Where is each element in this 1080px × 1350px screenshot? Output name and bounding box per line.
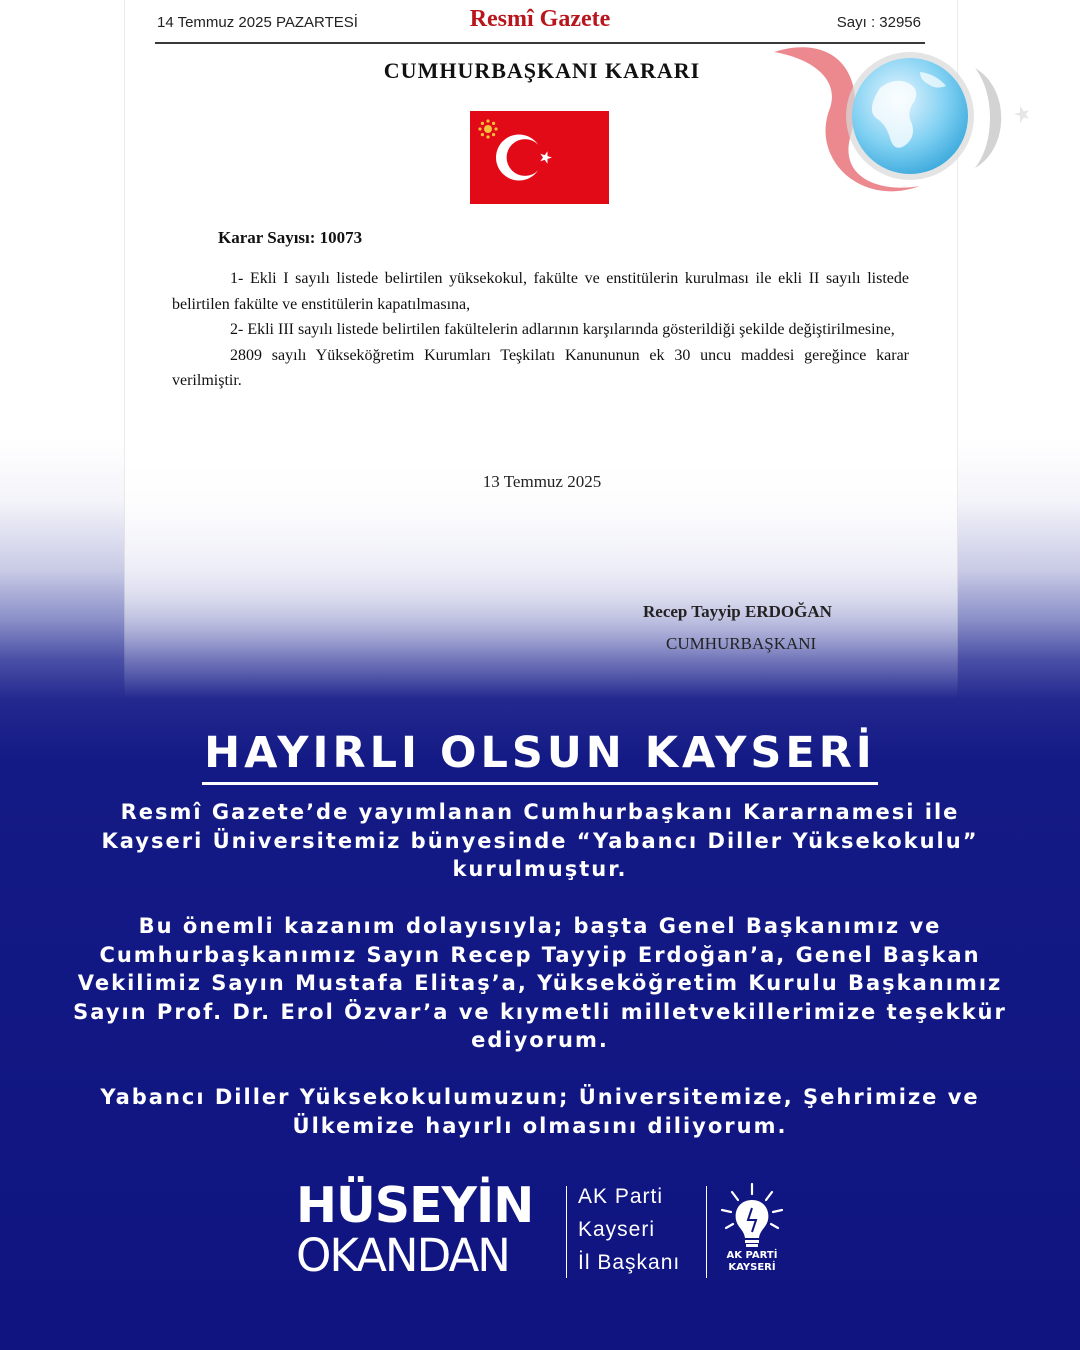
decision-paragraph: 2809 sayılı Yükseköğretim Kurumları Teşkilatı Kanununun ek 30 uncu maddesi gereğince karar verilmiştir. [172,346,909,389]
signature-name [296,1177,534,1282]
divider [566,1186,567,1278]
signature-role [578,1180,680,1279]
announcement-text [70,798,1010,1140]
headline [0,728,1080,785]
gazette-brand: Resmî Gazete [469,6,611,32]
announcement-paragraph: Resmî Gazete’de yayımlanan Cumhurbaşkanı Kararnamesi ile Kayseri Üniversitemiz bünyesinde “Yabancı Diller Yüksekokulu” kurulmuştur. [101,800,979,881]
decision-paragraph: 2- Ekli III sayılı listede belirtilen fakültelerin adlarının karşılarında gösterildiği şekilde değiştirilmesine, [230,321,895,338]
role-line: Kayseri [578,1218,656,1241]
turkish-flag-icon [470,111,609,204]
headline-text: HAYIRLI OLSUN KAYSERİ [202,728,878,785]
role-line: AK Parti [578,1185,664,1208]
role-line: İl Başkanı [578,1251,681,1274]
decision-paragraph: 1- Ekli I sayılı listede belirtilen yüksekokul, fakülte ve enstitülerin kurulması ile ekli II sayılı listede belirtilen fakülte ve enstitülerin kapatılmasına, [172,270,909,313]
decision-body [172,266,909,394]
gazette-date: 14 Temmuz 2025 PAZARTESİ [157,14,358,31]
announcement-paragraph: Yabancı Diller Yüksekokulumuzun; Üniversitemize, Şehrimize ve Ülkemize hayırlı olmasını diliyorum. [100,1085,980,1138]
gazette-issue-number: Sayı : 32956 [836,14,921,31]
decision-number: Karar Sayısı: 10073 [218,228,363,247]
party-line: AK PARTİ [726,1250,778,1261]
decision-title: CUMHURBAŞKANI KARARI [383,58,701,83]
party-name [716,1250,788,1274]
party-line: KAYSERİ [728,1262,776,1273]
sign-date: 13 Temmuz 2025 [482,472,602,491]
globe-crescent-icon [770,38,1040,198]
signer-title: CUMHURBAŞKANI [666,634,817,653]
signature-first-name: HÜSEYİN [296,1177,534,1234]
divider [706,1186,707,1278]
signature-last-name: OKANDAN [296,1229,509,1282]
signer-name: Recep Tayyip ERDOĞAN [643,602,832,621]
announcement-paragraph: Bu önemli kazanım dolayısıyla; başta Genel Başkanımız ve Cumhurbaşkanımız Sayın Recep Tayyip Erdoğan’a, Genel Başkan Vekilimiz Sayın Mustafa Elitaş’a, Yükseköğretim Kurulu Başkanımız Sayın Prof. Dr. Erol Özvar’a ve kıymetli milletvekillerimize teşekkür ediyorum. [73,914,1007,1052]
